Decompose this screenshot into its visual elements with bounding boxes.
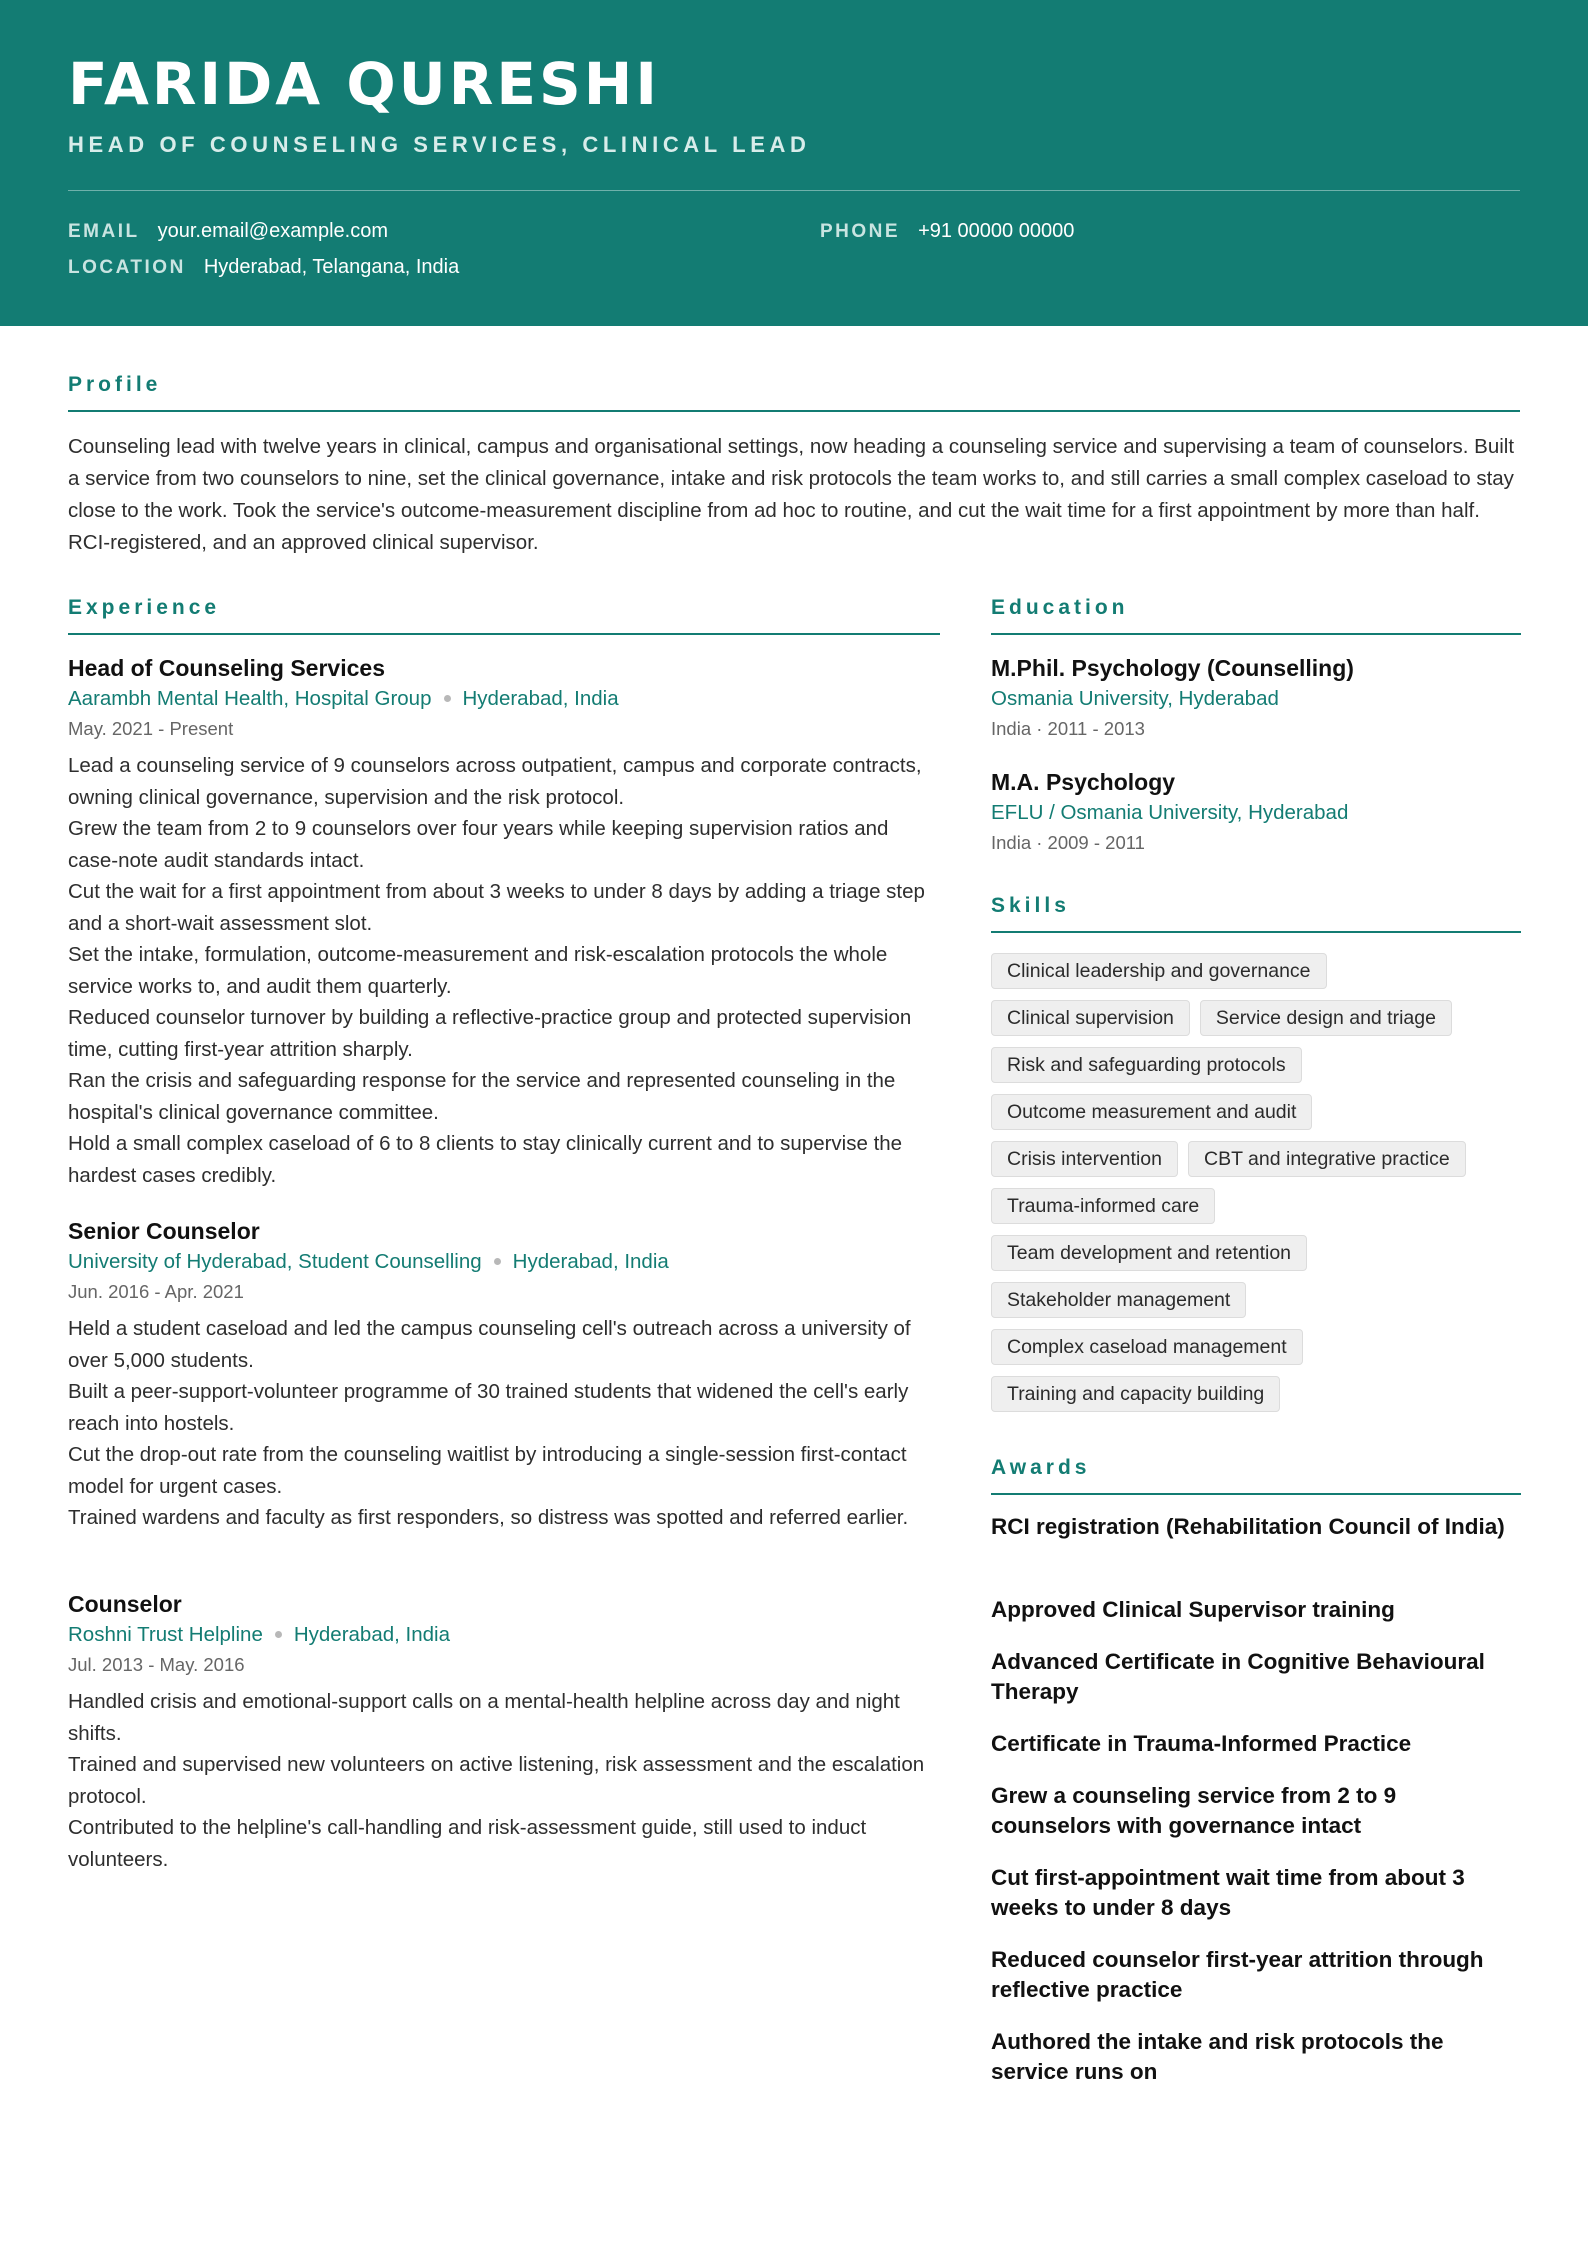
award-item: Authored the intake and risk protocols the service runs on xyxy=(991,2029,1444,2084)
job-bullets xyxy=(68,1686,940,1875)
job-employer: Roshni Trust Helpline xyxy=(68,1623,263,1646)
separator-dot xyxy=(275,1631,282,1638)
job-bullet: Set the intake, formulation, outcome-measurement and risk-escalation protocols the whole service works to, and audit them quarterly. xyxy=(68,943,888,998)
education-school: Osmania University, Hyderabad xyxy=(991,687,1279,710)
job-entry xyxy=(68,1588,940,1875)
skills-row xyxy=(991,1094,1312,1130)
resume-header xyxy=(0,0,1588,326)
award-item: Advanced Certificate in Cognitive Behavioural Therapy xyxy=(991,1649,1485,1704)
skills-row xyxy=(991,1000,1452,1036)
contact-location xyxy=(68,255,459,280)
job-bullet: Hold a small complex caseload of 6 to 8 clients to stay clinically current and to supervise the hardest cases credibly. xyxy=(68,1132,903,1187)
separator-dot xyxy=(444,695,451,702)
skills-heading: Skills xyxy=(991,894,1070,917)
job-bullet: Reduced counselor turnover by building a reflective-practice group and protected supervision time, cutting first-year attrition sharply. xyxy=(68,1006,912,1061)
location-value: Hyderabad, Telangana, India xyxy=(203,256,460,278)
award-item: RCI registration (Rehabilitation Council of India) xyxy=(991,1514,1505,1539)
contact-phone xyxy=(820,219,1074,244)
job-bullet: Trained wardens and faculty as first responders, so distress was spotted and referred earlier. xyxy=(68,1506,909,1529)
education-school: EFLU / Osmania University, Hyderabad xyxy=(991,801,1349,824)
skill-chip: Team development and retention xyxy=(991,1235,1307,1271)
education-meta: India · 2011 - 2013 xyxy=(991,718,1145,739)
education-entry xyxy=(991,652,1521,744)
award-item: Reduced counselor first-year attrition through reflective practice xyxy=(991,1947,1484,2002)
skills-row xyxy=(991,1329,1303,1365)
job-dates: May. 2021 - Present xyxy=(68,718,234,739)
skills-divider xyxy=(991,931,1521,933)
job-entry xyxy=(68,1215,940,1534)
job-bullet: Built a peer-support-volunteer programme of 30 trained students that widened the cell's early reach into hostels. xyxy=(68,1380,909,1435)
skills-row xyxy=(991,1235,1307,1271)
skill-chip: Crisis intervention xyxy=(991,1141,1178,1177)
job-bullet: Grew the team from 2 to 9 counselors over four years while keeping supervision ratios and case-note audit standards intact. xyxy=(68,817,889,872)
candidate-name: FARIDA QURESHI xyxy=(68,50,660,118)
education-heading: Education xyxy=(991,596,1129,619)
job-location: Hyderabad, India xyxy=(462,687,619,710)
education-meta: India · 2009 - 2011 xyxy=(991,832,1145,853)
profile-summary: Counseling lead with twelve years in clinical, campus and organisational settings, now heading a counseling service and supervising a team of counselors. Built a service from two counselors to nine, set the clinical governance, intake and risk protocols the team works to, and still carries a small complex caseload to stay close to the work. Took the service's outcome-measurement discipline from ad hoc to routine, and cut the wait time for a first appointment by more than half. RCI-registered, and an approved clinical supervisor. xyxy=(68,435,1515,554)
job-bullet: Lead a counseling service of 9 counselors across outpatient, campus and corporate contracts, owning clinical governance, supervision and the risk protocol. xyxy=(68,754,922,809)
skill-chip: Complex caseload management xyxy=(991,1329,1303,1365)
experience-heading: Experience xyxy=(68,596,221,619)
candidate-role: HEAD OF COUNSELING SERVICES, CLINICAL LEAD xyxy=(68,132,811,157)
job-title: Senior Counselor xyxy=(68,1218,260,1244)
education-degree: M.A. Psychology xyxy=(991,769,1176,795)
skill-chip: Stakeholder management xyxy=(991,1282,1246,1318)
phone-label: PHONE xyxy=(820,221,901,242)
skill-chip: Service design and triage xyxy=(1200,1000,1452,1036)
skills-row xyxy=(991,953,1327,989)
education-degree: M.Phil. Psychology (Counselling) xyxy=(991,655,1354,681)
job-employer: Aarambh Mental Health, Hospital Group xyxy=(68,687,432,710)
job-location: Hyderabad, India xyxy=(512,1250,669,1273)
job-bullet: Cut the drop-out rate from the counseling waitlist by introducing a single-session first-contact model for urgent cases. xyxy=(68,1443,907,1498)
skill-chip: CBT and integrative practice xyxy=(1188,1141,1466,1177)
experience-divider xyxy=(68,633,940,635)
skill-chip: Training and capacity building xyxy=(991,1376,1280,1412)
job-entry xyxy=(68,652,940,1191)
header-divider xyxy=(68,190,1520,191)
job-bullets xyxy=(68,750,940,1191)
profile-divider xyxy=(68,410,1520,412)
award-item: Cut first-appointment wait time from about 3 weeks to under 8 days xyxy=(991,1865,1465,1920)
job-bullet: Handled crisis and emotional-support calls on a mental-health helpline across day and night shifts. xyxy=(68,1690,900,1745)
job-bullet: Cut the wait for a first appointment from about 3 weeks to under 8 days by adding a triage step and a short-wait assessment slot. xyxy=(68,880,925,935)
contact-email xyxy=(68,219,388,244)
award-item: Approved Clinical Supervisor training xyxy=(991,1597,1395,1622)
skills-row xyxy=(991,1376,1280,1412)
phone-value[interactable]: +91 00000 00000 xyxy=(918,220,1075,242)
award-item: Certificate in Trauma-Informed Practice xyxy=(991,1731,1412,1756)
awards-heading: Awards xyxy=(991,1456,1091,1479)
skill-chip: Clinical supervision xyxy=(991,1000,1190,1036)
job-bullet: Trained and supervised new volunteers on active listening, risk assessment and the escalation protocol. xyxy=(68,1753,925,1808)
skill-chip: Risk and safeguarding protocols xyxy=(991,1047,1302,1083)
skills-row xyxy=(991,1141,1466,1177)
skills-row xyxy=(991,1047,1302,1083)
education-divider xyxy=(991,633,1521,635)
job-bullet: Ran the crisis and safeguarding response for the service and represented counseling in the hospital's clinical governance committee. xyxy=(68,1069,896,1124)
job-organisation xyxy=(68,1247,940,1277)
award-item: Grew a counseling service from 2 to 9 counselors with governance intact xyxy=(991,1783,1397,1838)
email-value[interactable]: your.email@example.com xyxy=(157,220,388,242)
job-dates: Jun. 2016 - Apr. 2021 xyxy=(68,1281,244,1302)
location-label: LOCATION xyxy=(68,257,186,278)
job-title: Counselor xyxy=(68,1591,182,1617)
job-bullet: Contributed to the helpline's call-handling and risk-assessment guide, still used to induct volunteers. xyxy=(68,1816,867,1871)
skill-chip: Outcome measurement and audit xyxy=(991,1094,1312,1130)
profile-heading: Profile xyxy=(68,373,162,396)
job-bullets xyxy=(68,1313,940,1534)
skills-row xyxy=(991,1188,1215,1224)
awards-divider xyxy=(991,1493,1521,1495)
job-employer: University of Hyderabad, Student Counselling xyxy=(68,1250,482,1273)
job-location: Hyderabad, India xyxy=(293,1623,450,1646)
job-bullet: Held a student caseload and led the campus counseling cell's outreach across a university of over 5,000 students. xyxy=(68,1317,911,1372)
job-dates: Jul. 2013 - May. 2016 xyxy=(68,1654,245,1675)
skill-chip: Trauma-informed care xyxy=(991,1188,1215,1224)
email-label: EMAIL xyxy=(68,221,140,242)
skills-row xyxy=(991,1282,1246,1318)
job-title: Head of Counseling Services xyxy=(68,655,385,681)
separator-dot xyxy=(494,1258,501,1265)
skill-chip: Clinical leadership and governance xyxy=(991,953,1327,989)
job-organisation xyxy=(68,1620,940,1650)
job-organisation xyxy=(68,684,940,714)
education-entry xyxy=(991,766,1521,858)
